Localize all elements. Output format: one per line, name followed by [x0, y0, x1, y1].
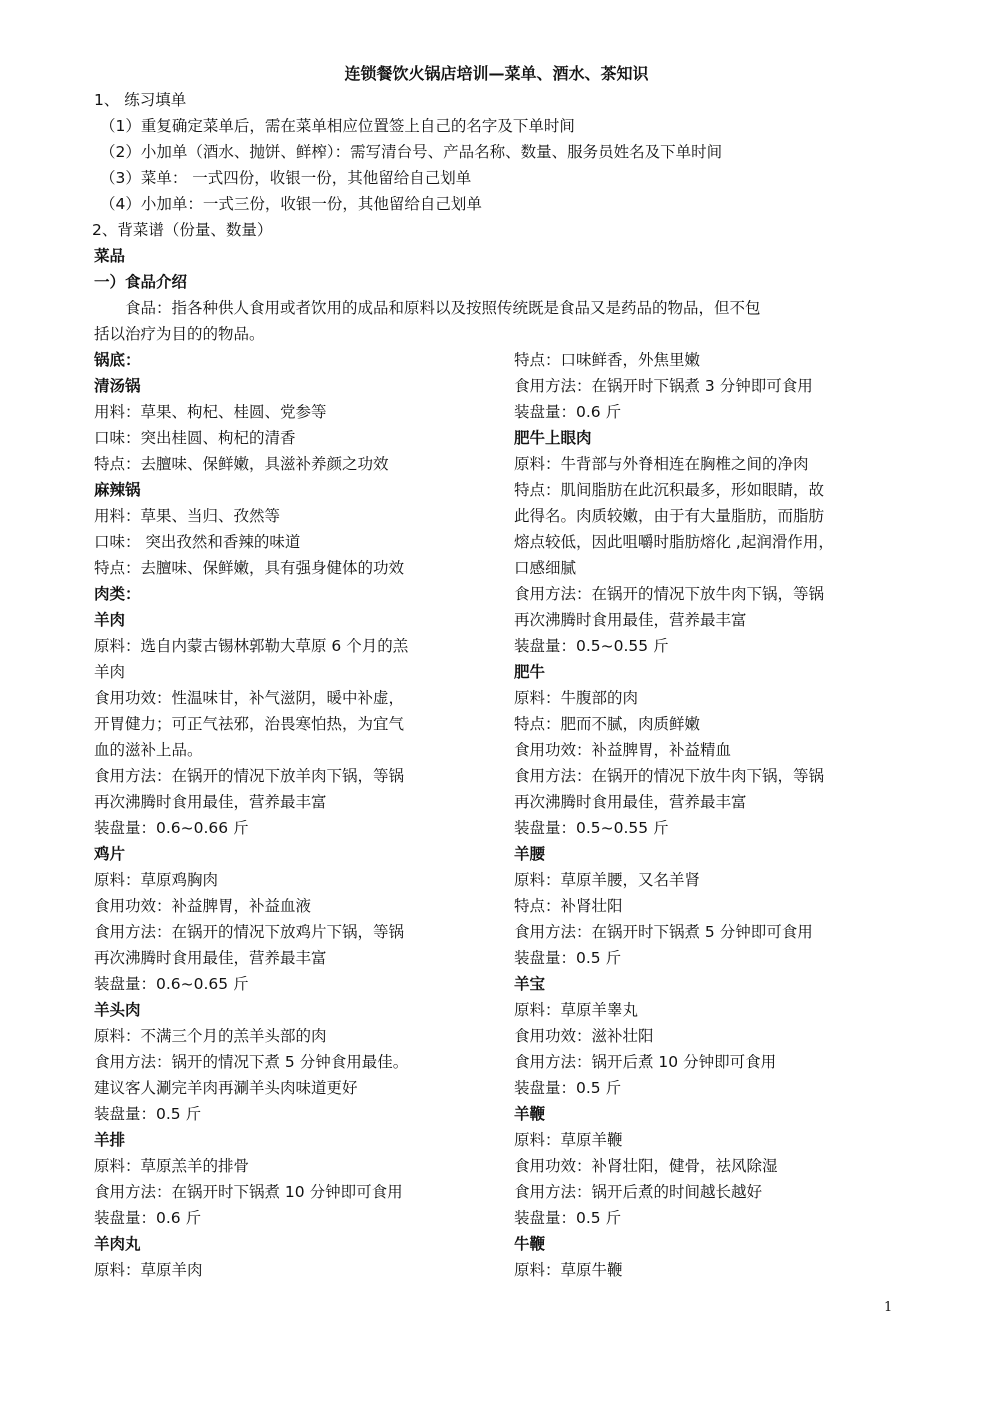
item-heading: 羊肉丸 [94, 1235, 141, 1253]
item-heading: 鸡片 [94, 845, 126, 863]
item-line: 原料：选自内蒙古锡林郭勒大草原 6 个月的羔 [94, 637, 409, 655]
item-line: 口感细腻 [514, 559, 577, 577]
intro-line: 1、 练习填单 [94, 91, 187, 109]
item-line: 装盘量：0.6~0.65 斤 [94, 975, 249, 993]
item-line: 食用方法：在锅开时下锅煮 3 分钟即可食用 [514, 377, 813, 395]
item-line: 原料：草原鸡胸肉 [94, 871, 219, 889]
item-line: 特点：去膻味、保鲜嫩，具滋补养颜之功效 [94, 455, 389, 473]
item-line: 特点：补肾壮阳 [514, 897, 623, 915]
item-heading: 麻辣锅 [94, 481, 141, 499]
item-line: 食用功效：补肾壮阳，健骨，祛风除湿 [514, 1157, 778, 1175]
intro-line: （1）重复确定菜单后，需在菜单相应位置签上自己的名字及下单时间 [100, 117, 575, 135]
item-line: 原料：牛腹部的肉 [514, 689, 639, 707]
paragraph-line: 食品：指各种供人食用或者饮用的成品和原料以及按照传统既是食品又是药品的物品，但不包 [94, 299, 761, 317]
item-line: 食用方法：在锅开的情况下放羊肉下锅，等锅 [94, 767, 405, 785]
item-line: 食用方法：在锅开的情况下放牛肉下锅，等锅 [514, 585, 825, 603]
item-heading: 羊排 [94, 1131, 126, 1149]
item-heading: 羊肉 [94, 611, 126, 629]
item-line: 原料：草原羊腰，又名羊肾 [514, 871, 701, 889]
page-number: 1 [884, 1300, 893, 1315]
paragraph-line: 括以治疗为目的的物品。 [94, 325, 265, 343]
item-line: 装盘量：0.6 斤 [94, 1209, 202, 1227]
item-heading: 肥牛 [514, 663, 546, 681]
item-line: 装盘量：0.5 斤 [514, 949, 622, 967]
item-line: 特点：肌间脂肪在此沉积最多，形如眼睛，故 [514, 481, 825, 499]
item-line: 此得名。肉质较嫩，由于有大量脂肪，而脂肪 [514, 507, 825, 525]
item-line: 羊肉 [94, 663, 126, 681]
item-line: 特点：口味鲜香，外焦里嫩 [514, 351, 701, 369]
intro-line: 2、背菜谱（份量、数量） [92, 221, 273, 239]
item-line: 原料：草原羊睾丸 [514, 1001, 639, 1019]
item-heading: 清汤锅 [94, 377, 141, 395]
item-line: 原料：草原牛鞭 [514, 1261, 623, 1279]
item-line: 再次沸腾时食用最佳，营养最丰富 [94, 949, 327, 967]
item-line: 原料：草原羊鞭 [514, 1131, 623, 1149]
item-line: 食用功效：补益脾胃，补益血液 [94, 897, 312, 915]
item-line: 原料：不满三个月的羔羊头部的肉 [94, 1027, 327, 1045]
item-line: 用料：草果、枸杞、桂圆、党参等 [94, 403, 327, 421]
item-line: 食用方法：在锅开的情况下放鸡片下锅，等锅 [94, 923, 405, 941]
item-line: 食用方法：锅开后煮 10 分钟即可食用 [514, 1053, 777, 1071]
item-heading: 羊宝 [514, 975, 546, 993]
item-heading: 羊腰 [514, 845, 546, 863]
item-heading: 牛鞭 [514, 1235, 546, 1253]
item-line: 原料：草原羊肉 [94, 1261, 203, 1279]
item-line: 原料：牛背部与外脊相连在胸椎之间的净肉 [514, 455, 809, 473]
item-heading: 肉类： [94, 585, 141, 603]
item-line: 装盘量：0.5 斤 [94, 1105, 202, 1123]
item-line: 血的滋补上品。 [94, 741, 203, 759]
intro-line: （2）小加单（酒水、抛饼、鲜榨）：需写清台号、产品名称、数量、服务员姓名及下单时间 [100, 143, 723, 161]
item-line: 食用方法：锅开的情况下煮 5 分钟食用最佳。 [94, 1053, 409, 1071]
intro-line: （3）菜单： 一式四份，收银一份，其他留给自己划单 [100, 169, 472, 187]
item-line: 装盘量：0.5 斤 [514, 1209, 622, 1227]
section-heading: 菜品 [94, 247, 126, 265]
item-line: 食用方法：在锅开时下锅煮 10 分钟即可食用 [94, 1183, 403, 1201]
item-line: 口味： 突出孜然和香辣的味道 [94, 533, 301, 551]
item-line: 食用功效：滋补壮阳 [514, 1027, 654, 1045]
item-line: 特点：去膻味、保鲜嫩，具有强身健体的功效 [94, 559, 405, 577]
item-line: 食用方法：在锅开的情况下放牛肉下锅，等锅 [514, 767, 825, 785]
item-line: 食用功效：补益脾胃，补益精血 [514, 741, 732, 759]
item-line: 食用方法：在锅开时下锅煮 5 分钟即可食用 [514, 923, 813, 941]
item-line: 装盘量：0.5 斤 [514, 1079, 622, 1097]
item-line: 熔点较低，因此咀嚼时脂肪熔化 ,起润滑作用， [514, 533, 834, 551]
item-heading: 肥牛上眼肉 [514, 429, 592, 447]
item-line: 特点：肥而不腻，肉质鲜嫩 [514, 715, 701, 733]
item-line: 开胃健力；可正气祛邪，治畏寒怕热，为宜气 [94, 715, 405, 733]
item-line: 装盘量：0.5~0.55 斤 [514, 819, 669, 837]
item-line: 装盘量：0.5~0.55 斤 [514, 637, 669, 655]
item-line: 食用功效：性温味甘，补气滋阴，暖中补虚， [94, 689, 405, 707]
document-title: 连锁餐饮火锅店培训—菜单、酒水、茶知识 [344, 64, 649, 83]
item-line: 装盘量：0.6 斤 [514, 403, 622, 421]
item-line: 再次沸腾时食用最佳，营养最丰富 [514, 793, 747, 811]
item-line: 口味：突出桂圆、枸杞的清香 [94, 429, 296, 447]
item-line: 再次沸腾时食用最佳，营养最丰富 [94, 793, 327, 811]
item-heading: 羊鞭 [514, 1105, 546, 1123]
item-line: 装盘量：0.6~0.66 斤 [94, 819, 249, 837]
item-heading: 羊头肉 [94, 1001, 141, 1019]
section-heading: 一）食品介绍 [94, 273, 188, 291]
item-line: 用料：草果、当归、孜然等 [94, 507, 281, 525]
item-line: 建议客人涮完羊肉再涮羊头肉味道更好 [94, 1079, 358, 1097]
item-line: 原料：草原羔羊的排骨 [94, 1157, 250, 1175]
intro-line: （4）小加单：一式三份，收银一份，其他留给自己划单 [100, 195, 482, 213]
item-line: 食用方法：锅开后煮的时间越长越好 [514, 1183, 763, 1201]
item-heading: 锅底： [94, 351, 141, 369]
item-line: 再次沸腾时食用最佳，营养最丰富 [514, 611, 747, 629]
